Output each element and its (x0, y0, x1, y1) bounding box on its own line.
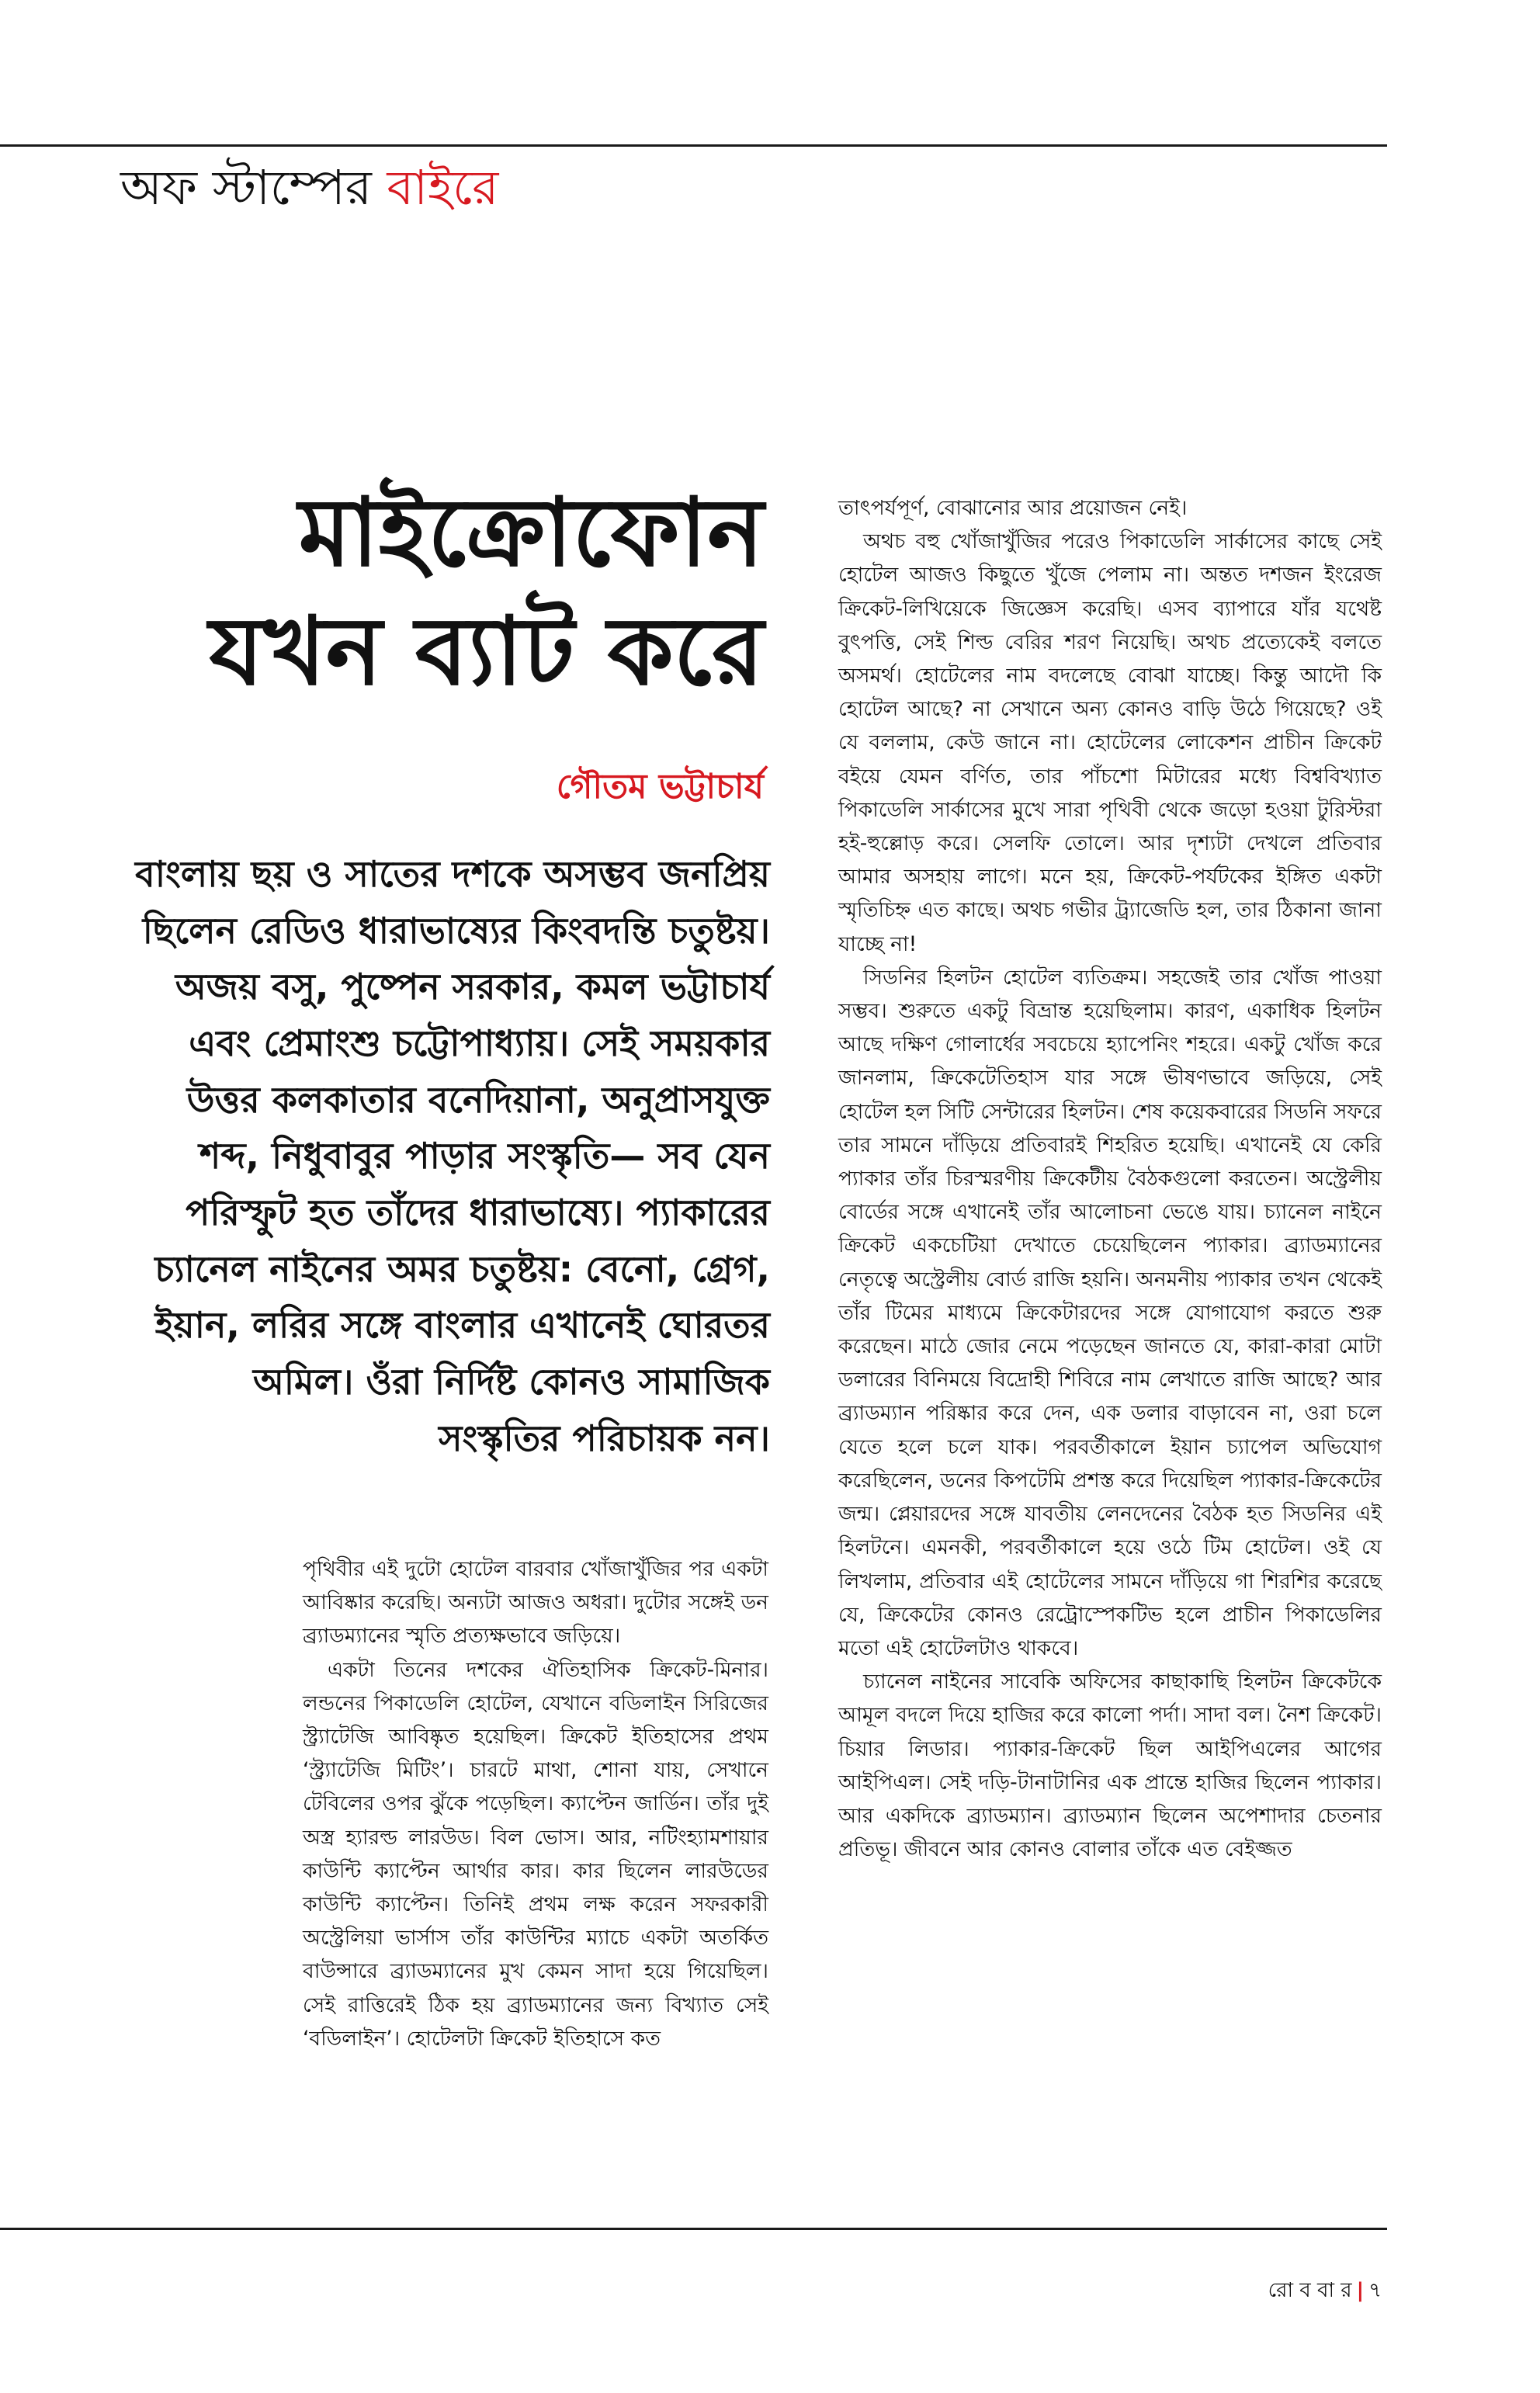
page-footer (1268, 2274, 1382, 2308)
body-paragraph: চ্যানেল নাইনের সাবেকি অফিসের কাছাকাছি হিলটন ক্রিকেটকে আমূল বদলে দিয়ে হাজির করে কালো পর্দা। সাদা বল। নৈশ ক্রিকেট। চিয়ার লিডার। প্যাকার-ক্রিকেট ছিল আইপিএলের আগের আইপিএল। সেই দড়ি-টানাটানির এক প্রান্তে হাজির ছিলেন প্যাকার। আর একদিকে ব্র্যাডম্যান। ব্র্যাডম্যান ছিলেন অপেশাদার চেতনার প্রতিভূ। জীবনে আর কোনও বোলার তাঁকে এত বেইজ্জত (838, 1670, 1382, 1862)
magazine-name: রো ব বা র (1268, 2279, 1352, 2302)
body-paragraph: অথচ বহু খোঁজাখুঁজির পরেও পিকাডেলি সার্কাসের কাছে সেই হোটেল আজও কিছুতে খুঁজে পেলাম না। অন্তত দশজন ইংরেজ ক্রিকেট-লিখিয়েকে জিজ্ঞেস করেছি। এসব ব্যাপারে যাঁর যথেষ্ট বুৎপত্তি, সেই শিল্ড বেরির শরণ নিয়েছি। অথচ প্রত্যেকেই বলতে অসমর্থ। হোটেলের নাম বদলেছে বোঝা যাচ্ছে। কিন্তু আদৌ কি হোটেল আছে? না সেখানে অন্য কোনও বাড়ি উঠে গিয়েছে? ওই যে বললাম, কেউ জানে না। হোটেলের লোকেশন প্রাচীন ক্রিকেট বইয়ে যেমন বর্ণিত, তার পাঁচশো মিটারের মধ্যে বিশ্ববিখ্যাত পিকাডেলি সার্কাসের মুখে সারা পৃথিবী থেকে জড়ো হওয়া টুরিস্টরা হই-হুল্লোড় করে। সেলফি তোলে। আর দৃশ্যটা দেখলে প্রতিবার আমার অসহায় লাগে। মনে হয়, ক্রিকেট-পর্যটকের ইঙ্গিত একটা স্মৃতিচিহ্ন এত কাছে। অথচ গভীর ট্র্যাজেডি হল, তার ঠিকানা জানা যাচ্ছে না! (838, 529, 1382, 956)
bottom-rule (0, 2228, 1387, 2230)
headline-line-1: মাইক্রোফোন (298, 477, 764, 588)
intro-text: বাংলায় ছয় ও সাতের দশকে অসম্ভব জনপ্রিয় ছিলেন রেডিও ধারাভাষ্যের কিংবদন্তি চতুষ্টয়। অজয় বসু, পুষ্পেন সরকার, কমল ভট্টাচার্য এবং প্রেমাংশু চট্টোপাধ্যায়। সেই সময়কার উত্তর কলকাতার বনেদিয়ানা, অনুপ্রাসযুক্ত শব্দ, নিধুবাবুর পাড়ার সংস্কৃতি— সব যেন পরিস্ফুট হত তাঁদের ধারাভাষ্যে। প্যাকারের চ্যানেল নাইনের অমর চতুষ্টয়: বেনো, গ্রেগ, ইয়ান, লরির সঙ্গে বাংলার এখানেই ঘোরতর অমিল। ওঁরা নির্দিষ্ট কোনও সামাজিক সংস্কৃতির পরিচায়ক নন। (135, 853, 770, 1459)
body-paragraph: তাৎপর্যপূর্ণ, বোঝানোর আর প্রয়োজন নেই। (838, 496, 1188, 520)
headline (209, 473, 764, 710)
top-rule (0, 144, 1387, 147)
body-column-left (303, 1552, 768, 2055)
section-title-main: অফ স্টাম্পের (120, 159, 372, 216)
body-column-right (838, 491, 1382, 1866)
byline: গৌতম ভট্টাচার্য (556, 767, 764, 806)
section-title (120, 159, 498, 217)
body-paragraph: পৃথিবীর এই দুটো হোটেল বারবার খোঁজাখুঁজির পর একটা আবিষ্কার করেছি। অন্যটা আজও অধরা। দুটোর সঙ্গেই ডন ব্র্যাডম্যানের স্মৃতি প্রত্যক্ষভাবে জড়িয়ে। (303, 1557, 768, 1649)
section-title-accent: বাইরে (387, 159, 499, 216)
footer-separator: | (1356, 2279, 1365, 2302)
body-paragraph: একটা তিনের দশকের ঐতিহাসিক ক্রিকেট-মিনার। লন্ডনের পিকাডেলি হোটেল, যেখানে বডিলাইন সিরিজের স্ট্র্যাটেজি আবিষ্কৃত হয়েছিল। ক্রিকেট ইতিহাসের প্রথম ‘স্ট্র্যাটেজি মিটিং’। চারটে মাথা, শোনা যায়, সেখানে টেবিলের ওপর ঝুঁকে পড়েছিল। ক্যাপ্টেন জার্ডিন। তাঁর দুই অস্ত্র হ্যারল্ড লারউড। বিল ভোস। আর, নটিংহ্যামশায়ার কাউন্টি ক্যাপ্টেন আর্থার কার। কার ছিলেন লারউডের কাউন্টি ক্যাপ্টেন। তিনিই প্রথম লক্ষ করেন সফরকারী অস্ট্রেলিয়া ভার্সাস তাঁর কাউন্টির ম্যাচে একটা অতর্কিত বাউন্সারে ব্র্যাডম্যানের মুখ কেমন সাদা হয়ে গিয়েছিল। সেই রাত্তিরেই ঠিক হয় ব্র্যাডম্যানের জন্য বিখ্যাত সেই ‘বডিলাইন’। হোটেলটা ক্রিকেট ইতিহাসে কত (303, 1657, 768, 2051)
intro-standfirst (124, 846, 770, 1466)
page-number: ৭ (1368, 2279, 1382, 2302)
body-paragraph: সিডনির হিলটন হোটেল ব্যতিক্রম। সহজেই তার খোঁজ পাওয়া সম্ভব। শুরুতে একটু বিভ্রান্ত হয়েছিলাম। কারণ, একাধিক হিলটন আছে দক্ষিণ গোলার্ধের সবচেয়ে হ্যাপেনিং শহরে। একটু খোঁজ করে জানলাম, ক্রিকেটেতিহাস যার সঙ্গে ভীষণভাবে জড়িয়ে, সেই হোটেল হল সিটি সেন্টারের হিলটন। শেষ কয়েকবারের সিডনি সফরে তার সামনে দাঁড়িয়ে প্রতিবারই শিহরিত হয়েছি। এখানেই যে কেরি প্যাকার তাঁর চিরস্মরণীয় ক্রিকেটীয় বৈঠকগুলো করতেন। অস্ট্রেলীয় বোর্ডের সঙ্গে এখানেই তাঁর আলোচনা ভেঙে যায়। চ্যানেল নাইনে ক্রিকেট একচেটিয়া দেখাতে চেয়েছিলেন প্যাকার। ব্র্যাডম্যানের নেতৃত্বে অস্ট্রেলীয় বোর্ড রাজি হয়নি। অনমনীয় প্যাকার তখন থেকেই তাঁর টিমের মাধ্যমে ক্রিকেটারদের সঙ্গে যোগাযোগ করতে শুরু করেছেন। মাঠে জোর নেমে পড়েছেন জানতে যে, কারা-কারা মোটা ডলারের বিনিময়ে বিদ্রোহী শিবিরে নাম লেখাতে রাজি আছে? আর ব্র্যাডম্যান পরিষ্কার করে দেন, এক ডলার বাড়াবেন না, ওরা চলে যেতে হলে চলে যাক। পরবর্তীকালে ইয়ান চ্যাপেল অভিযোগ করেছিলেন, ডনের কিপটেমি প্রশস্ত করে দিয়েছিল প্যাকার-ক্রিকেটের জন্ম। প্লেয়ারদের সঙ্গে যাবতীয় লেনদেনের বৈঠক হত সিডনির এই হিলটনে। এমনকী, পরবর্তীকালে হয়ে ওঠে টিম হোটেল। ওই যে লিখলাম, প্রতিবার এই হোটেলের সামনে দাঁড়িয়ে গা শিরশির করেছে যে, ক্রিকেটের কোনও রেট্রোস্পেকটিভ হলে প্রাচীন পিকাডেলির মতো এই হোটেলটাও থাকবে। (838, 965, 1382, 1660)
headline-line-2: যখন ব্যাট করে (209, 595, 764, 706)
